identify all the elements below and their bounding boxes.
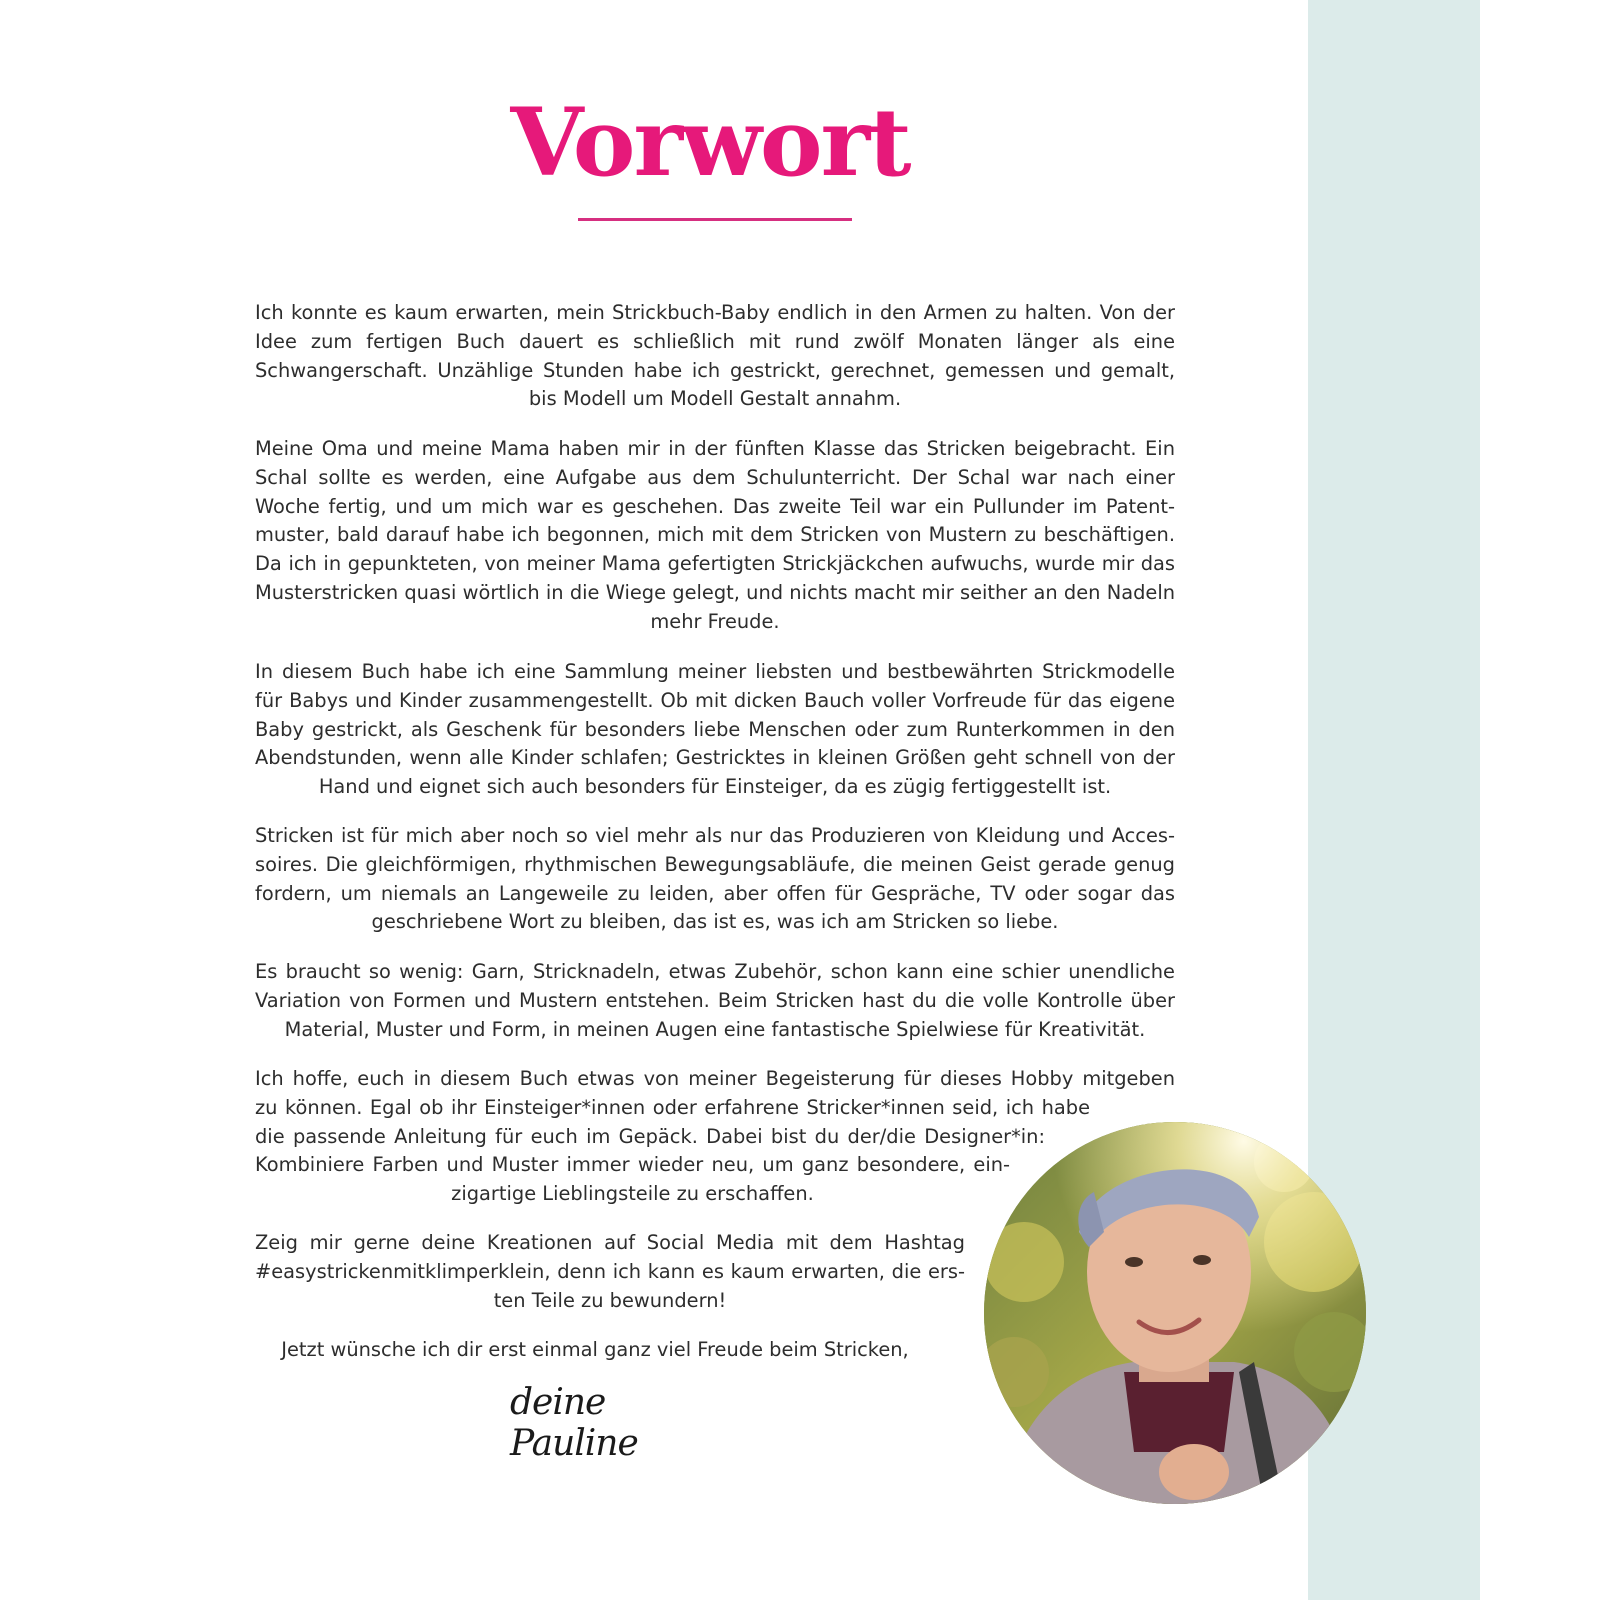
- paragraph-6-line: zu können. Egal ob ihr Einsteiger*innen oder erfahrene Stricker*innen seid, ich habe: [255, 1095, 1090, 1119]
- paragraph-3: In diesem Buch habe ich eine Sammlung meiner liebsten und bestbewährten Strickmodelle für Babys und Kinder zusammengestellt. Ob mit dicken Bauch voller Vorfreude für das eigene Baby gestrickt, als Geschenk für besonders liebe Menschen oder zum Runterkommen in den Abendstunden, wenn alle Kinder schlafen; Gestricktes in kleinen Größen geht schnell von der Hand und eignet sich auch besonders für Einsteiger, da es zügig fertiggestellt ist.: [255, 660, 1175, 799]
- signature: deine Pauline: [510, 1382, 638, 1464]
- paragraph-2: Meine Oma und meine Mama haben mir in der fünften Klasse das Stricken beigebracht. Ein Schal sollte es werden, eine Aufgabe aus dem Schulunterricht. Der Schal war nach einer Woche fertig, und um mich war es geschehen. Das zweite Teil war ein Pullunder im Patentmuster, bald darauf habe ich begonnen, mich mit dem Stricken von Mustern zu beschäftigen. Da ich in gepunkteten, von meiner Mama gefertigten Strickjäckchen aufwuchs, wurde mir das Musterstricken quasi wörtlich in die Wiege gelegt, und nichts macht mir seither an den Nadeln mehr Freude.: [255, 437, 1175, 633]
- paragraph-6-line: Ich hoffe, euch in diesem Buch etwas von meiner Begeisterung für dieses Hobby mitgeben: [255, 1067, 1175, 1090]
- title-underline: [578, 218, 852, 221]
- closing-line: Jetzt wünsche ich dir erst einmal ganz viel Freude beim Stricken,: [281, 1338, 909, 1361]
- paragraph-1: Ich konnte es kaum erwarten, mein Strickbuch-Baby endlich in den Armen zu halten. Von der Idee zum fertigen Buch dauert es schließlich mit rund zwölf Monaten länger als eine Schwangerschaft. Unzählige Stunden habe ich gestrickt, gerechnet, gemessen und gemalt, bis Modell um Modell Gestalt annahm.: [255, 301, 1175, 411]
- author-portrait-photo: [984, 1122, 1366, 1504]
- paragraph-6-line: zigartige Lieblingsteile zu erschaffen.: [451, 1182, 814, 1206]
- page-title: Vorwort: [510, 88, 910, 198]
- paragraph-6-line: die passende Anleitung für euch im Gepäck. Dabei bist du der/die Designer*in:: [255, 1124, 1045, 1148]
- paragraph-5: Es braucht so wenig: Garn, Stricknadeln, etwas Zubehör, schon kann eine schier unendliche Variation von Formen und Mustern entstehen. Beim Stricken hast du die volle Kontrolle über Material, Muster und Form, in meinen Augen eine fantastische Spielwiese für Kreativität.: [255, 960, 1175, 1041]
- paragraph-6-line: Kombiniere Farben und Muster immer wieder neu, um ganz besondere, ein-: [255, 1153, 1010, 1177]
- paragraph-7: Zeig mir gerne deine Kreationen auf Social Media mit dem Hashtag #easystrickenmitklimperklein, denn ich kann es kaum erwarten, die ersten Teile zu bewundern!: [255, 1231, 965, 1312]
- author-portrait-illustration: [984, 1122, 1366, 1504]
- paragraph-4: Stricken ist für mich aber noch so viel mehr als nur das Produzieren von Kleidung und Accessoires. Die gleichförmigen, rhythmischen Bewegungsabläufe, die meinen Geist gerade genug fordern, um niemals an Langeweile zu leiden, aber offen für Gespräche, TV oder sogar das geschriebene Wort zu bleiben, das ist es, was ich am Stricken so liebe.: [255, 824, 1175, 934]
